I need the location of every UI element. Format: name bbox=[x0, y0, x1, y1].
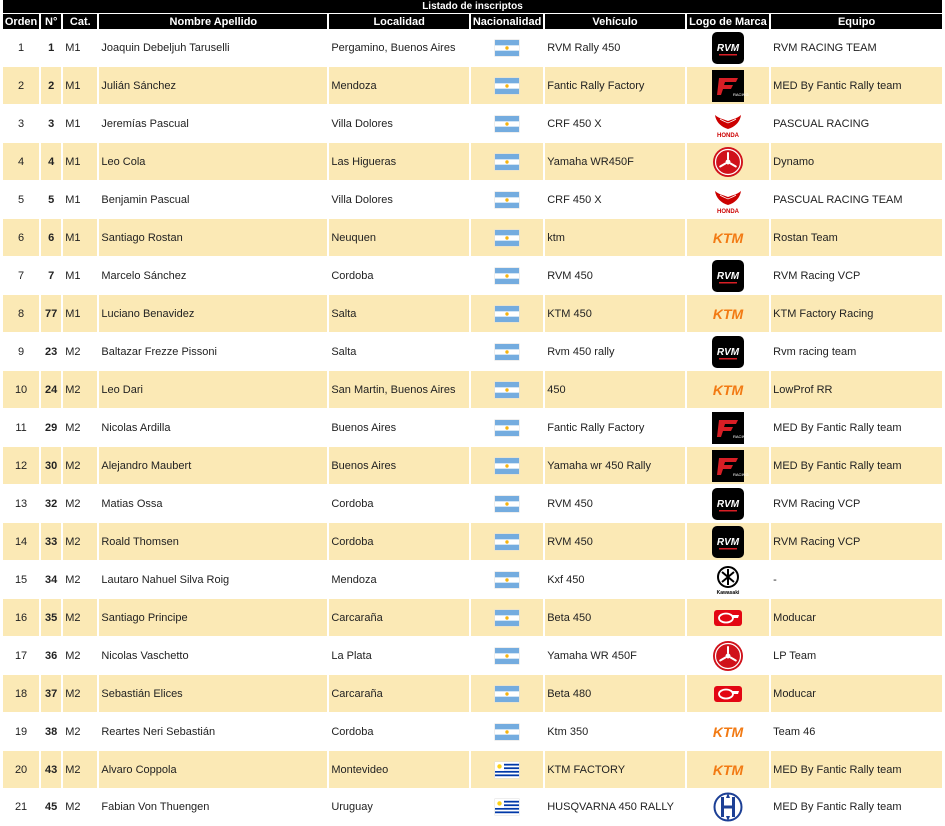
cell-localidad: Mendoza bbox=[329, 561, 469, 599]
table-row bbox=[3, 409, 942, 447]
col-header-equipo: Equipo bbox=[771, 13, 942, 29]
cell-orden: 4 bbox=[3, 143, 39, 181]
cell-logo bbox=[687, 561, 769, 599]
argentina-flag-icon bbox=[495, 117, 519, 129]
cell-equipo: Rvm racing team bbox=[771, 333, 942, 371]
svg-text:RVM: RVM bbox=[716, 270, 740, 282]
cell-orden: 14 bbox=[3, 523, 39, 561]
cell-vehiculo: RVM 450 bbox=[545, 257, 685, 295]
fantic-logo-icon bbox=[711, 79, 749, 97]
cell-orden: 8 bbox=[3, 295, 39, 333]
cell-nacionalidad bbox=[471, 789, 543, 826]
cell-vehiculo: Rvm 450 rally bbox=[545, 333, 685, 371]
table-title: Listado de inscriptos bbox=[3, 0, 942, 13]
col-header-nombre: Nombre Apellido bbox=[99, 13, 327, 29]
cell-equipo: MED By Fantic Rally team bbox=[771, 67, 942, 105]
cell-logo bbox=[687, 523, 769, 561]
cell-vehiculo: KTM 450 bbox=[545, 295, 685, 333]
cell-nombre: Matias Ossa bbox=[99, 485, 327, 523]
cell-vehiculo: RVM 450 bbox=[545, 485, 685, 523]
cell-logo bbox=[687, 333, 769, 371]
argentina-flag-icon bbox=[495, 535, 519, 547]
cell-nacionalidad bbox=[471, 523, 543, 561]
cell-localidad: La Plata bbox=[329, 637, 469, 675]
honda-logo-icon bbox=[711, 117, 745, 139]
table-row bbox=[3, 447, 942, 485]
cell-vehiculo: RVM Rally 450 bbox=[545, 29, 685, 67]
argentina-flag-icon bbox=[495, 383, 519, 395]
svg-text:KTM: KTM bbox=[712, 381, 744, 398]
svg-text:KTM: KTM bbox=[712, 229, 744, 246]
table-row bbox=[3, 675, 942, 713]
cell-categoria: M2 bbox=[63, 523, 97, 561]
table-row bbox=[3, 371, 942, 409]
cell-vehiculo: 450 bbox=[545, 371, 685, 409]
cell-vehiculo: Yamaha wr 450 Rally bbox=[545, 447, 685, 485]
cell-vehiculo: CRF 450 X bbox=[545, 105, 685, 143]
cell-nombre: Luciano Benavidez bbox=[99, 295, 327, 333]
argentina-flag-icon bbox=[495, 345, 519, 357]
cell-vehiculo: RVM 450 bbox=[545, 523, 685, 561]
cell-nombre: Santiago Rostan bbox=[99, 219, 327, 257]
svg-text:Kawasaki: Kawasaki bbox=[716, 589, 740, 596]
cell-localidad: Villa Dolores bbox=[329, 105, 469, 143]
yamaha-logo-icon bbox=[711, 155, 745, 167]
cell-numero: 38 bbox=[41, 713, 61, 751]
husqvarna-logo-icon bbox=[711, 801, 745, 813]
cell-logo bbox=[687, 143, 769, 181]
argentina-flag-icon bbox=[495, 231, 519, 243]
cell-categoria: M2 bbox=[63, 485, 97, 523]
cell-numero: 77 bbox=[41, 295, 61, 333]
ktm-logo-icon bbox=[711, 229, 745, 246]
cell-numero: 4 bbox=[41, 143, 61, 181]
cell-orden: 20 bbox=[3, 751, 39, 789]
beta-logo-icon bbox=[711, 687, 745, 699]
inscriptos-table bbox=[1, 0, 944, 826]
cell-logo bbox=[687, 599, 769, 637]
cell-localidad: Villa Dolores bbox=[329, 181, 469, 219]
argentina-flag-icon bbox=[495, 41, 519, 53]
cell-orden: 12 bbox=[3, 447, 39, 485]
cell-nacionalidad bbox=[471, 447, 543, 485]
cell-equipo: Team 46 bbox=[771, 713, 942, 751]
ktm-logo-icon bbox=[711, 761, 745, 778]
cell-localidad: Montevideo bbox=[329, 751, 469, 789]
cell-nacionalidad bbox=[471, 67, 543, 105]
cell-numero: 45 bbox=[41, 789, 61, 826]
svg-text:KTM: KTM bbox=[712, 305, 744, 322]
cell-nombre: Leo Dari bbox=[99, 371, 327, 409]
cell-equipo: MED By Fantic Rally team bbox=[771, 789, 942, 826]
cell-equipo: KTM Factory Racing bbox=[771, 295, 942, 333]
rvm-logo-icon bbox=[711, 41, 745, 53]
cell-numero: 3 bbox=[41, 105, 61, 143]
cell-nacionalidad bbox=[471, 599, 543, 637]
table-row bbox=[3, 257, 942, 295]
svg-text:RACING: RACING bbox=[732, 433, 749, 439]
svg-text:KTM: KTM bbox=[712, 723, 744, 740]
cell-vehiculo: ktm bbox=[545, 219, 685, 257]
cell-nacionalidad bbox=[471, 371, 543, 409]
svg-text:RVM: RVM bbox=[716, 42, 740, 54]
cell-nacionalidad bbox=[471, 219, 543, 257]
cell-vehiculo: Beta 480 bbox=[545, 675, 685, 713]
cell-orden: 21 bbox=[3, 789, 39, 826]
cell-localidad: Cordoba bbox=[329, 257, 469, 295]
uruguay-flag-icon bbox=[495, 763, 519, 775]
cell-vehiculo: Ktm 350 bbox=[545, 713, 685, 751]
col-header-categoria: Cat. bbox=[63, 13, 97, 29]
cell-logo bbox=[687, 105, 769, 143]
cell-logo bbox=[687, 219, 769, 257]
cell-logo bbox=[687, 485, 769, 523]
cell-nombre: Nicolas Ardilla bbox=[99, 409, 327, 447]
cell-categoria: M1 bbox=[63, 219, 97, 257]
argentina-flag-icon bbox=[495, 687, 519, 699]
col-header-numero: N° bbox=[41, 13, 61, 29]
table-row bbox=[3, 105, 942, 143]
cell-equipo: Moducar bbox=[771, 599, 942, 637]
cell-nombre: Leo Cola bbox=[99, 143, 327, 181]
cell-vehiculo: Fantic Rally Factory bbox=[545, 409, 685, 447]
argentina-flag-icon bbox=[495, 459, 519, 471]
cell-orden: 9 bbox=[3, 333, 39, 371]
cell-categoria: M1 bbox=[63, 295, 97, 333]
svg-text:HONDA: HONDA bbox=[716, 208, 739, 215]
cell-nombre: Baltazar Frezze Pissoni bbox=[99, 333, 327, 371]
cell-nacionalidad bbox=[471, 333, 543, 371]
svg-text:RVM: RVM bbox=[716, 536, 740, 548]
cell-orden: 18 bbox=[3, 675, 39, 713]
table-row bbox=[3, 637, 942, 675]
cell-numero: 7 bbox=[41, 257, 61, 295]
cell-nacionalidad bbox=[471, 485, 543, 523]
table-row bbox=[3, 143, 942, 181]
cell-equipo: PASCUAL RACING bbox=[771, 105, 942, 143]
table-row bbox=[3, 713, 942, 751]
rvm-logo-icon bbox=[711, 345, 745, 357]
table-row bbox=[3, 295, 942, 333]
svg-text:HONDA: HONDA bbox=[716, 132, 739, 139]
cell-logo bbox=[687, 29, 769, 67]
cell-categoria: M1 bbox=[63, 181, 97, 219]
cell-localidad: Carcaraña bbox=[329, 599, 469, 637]
cell-equipo: Moducar bbox=[771, 675, 942, 713]
cell-nombre: Joaquin Debeljuh Taruselli bbox=[99, 29, 327, 67]
table-row bbox=[3, 485, 942, 523]
cell-equipo: MED By Fantic Rally team bbox=[771, 409, 942, 447]
cell-numero: 43 bbox=[41, 751, 61, 789]
cell-vehiculo: KTM FACTORY bbox=[545, 751, 685, 789]
cell-numero: 23 bbox=[41, 333, 61, 371]
cell-vehiculo: Yamaha WR 450F bbox=[545, 637, 685, 675]
cell-logo bbox=[687, 371, 769, 409]
cell-equipo: Dynamo bbox=[771, 143, 942, 181]
cell-categoria: M1 bbox=[63, 143, 97, 181]
cell-logo bbox=[687, 751, 769, 789]
cell-numero: 35 bbox=[41, 599, 61, 637]
cell-vehiculo: Kxf 450 bbox=[545, 561, 685, 599]
cell-categoria: M2 bbox=[63, 561, 97, 599]
cell-localidad: Pergamino, Buenos Aires bbox=[329, 29, 469, 67]
col-header-nacionalidad: Nacionalidad bbox=[471, 13, 543, 29]
cell-nacionalidad bbox=[471, 143, 543, 181]
table-row bbox=[3, 219, 942, 257]
cell-localidad: Neuquen bbox=[329, 219, 469, 257]
cell-localidad: Cordoba bbox=[329, 713, 469, 751]
cell-categoria: M1 bbox=[63, 105, 97, 143]
col-header-localidad: Localidad bbox=[329, 13, 469, 29]
argentina-flag-icon bbox=[495, 269, 519, 281]
col-header-orden: Orden bbox=[3, 13, 39, 29]
cell-equipo: RVM Racing VCP bbox=[771, 257, 942, 295]
cell-localidad: Cordoba bbox=[329, 523, 469, 561]
cell-categoria: M2 bbox=[63, 333, 97, 371]
svg-text:RACING: RACING bbox=[732, 471, 749, 477]
cell-nombre: Marcelo Sánchez bbox=[99, 257, 327, 295]
cell-vehiculo: HUSQVARNA 450 RALLY bbox=[545, 789, 685, 826]
cell-orden: 10 bbox=[3, 371, 39, 409]
cell-categoria: M1 bbox=[63, 67, 97, 105]
cell-categoria: M1 bbox=[63, 257, 97, 295]
cell-logo bbox=[687, 675, 769, 713]
cell-nacionalidad bbox=[471, 105, 543, 143]
cell-nacionalidad bbox=[471, 29, 543, 67]
cell-nombre: Lautaro Nahuel Silva Roig bbox=[99, 561, 327, 599]
cell-localidad: Las Higueras bbox=[329, 143, 469, 181]
rvm-logo-icon bbox=[711, 269, 745, 281]
svg-text:RVM: RVM bbox=[716, 498, 740, 510]
col-header-vehiculo: Vehículo bbox=[545, 13, 685, 29]
cell-orden: 13 bbox=[3, 485, 39, 523]
cell-nombre: Fabian Von Thuengen bbox=[99, 789, 327, 826]
cell-categoria: M2 bbox=[63, 409, 97, 447]
cell-equipo: - bbox=[771, 561, 942, 599]
cell-vehiculo: Fantic Rally Factory bbox=[545, 67, 685, 105]
cell-nombre: Sebastián Elices bbox=[99, 675, 327, 713]
argentina-flag-icon bbox=[495, 421, 519, 433]
ktm-logo-icon bbox=[711, 305, 745, 322]
cell-orden: 15 bbox=[3, 561, 39, 599]
beta-logo-icon bbox=[711, 611, 745, 623]
argentina-flag-icon bbox=[495, 573, 519, 585]
cell-nombre: Reartes Neri Sebastián bbox=[99, 713, 327, 751]
cell-numero: 30 bbox=[41, 447, 61, 485]
table-row bbox=[3, 523, 942, 561]
cell-orden: 7 bbox=[3, 257, 39, 295]
cell-localidad: Mendoza bbox=[329, 67, 469, 105]
cell-equipo: RVM Racing VCP bbox=[771, 485, 942, 523]
cell-nacionalidad bbox=[471, 561, 543, 599]
cell-numero: 5 bbox=[41, 181, 61, 219]
cell-orden: 2 bbox=[3, 67, 39, 105]
cell-numero: 33 bbox=[41, 523, 61, 561]
argentina-flag-icon bbox=[495, 497, 519, 509]
col-header-logo: Logo de Marca bbox=[687, 13, 769, 29]
table-row bbox=[3, 29, 942, 67]
svg-text:KTM: KTM bbox=[712, 761, 744, 778]
svg-text:RVM: RVM bbox=[716, 346, 740, 358]
cell-logo bbox=[687, 409, 769, 447]
cell-numero: 34 bbox=[41, 561, 61, 599]
cell-nombre: Alejandro Maubert bbox=[99, 447, 327, 485]
uruguay-flag-icon bbox=[495, 801, 519, 813]
table-row bbox=[3, 181, 942, 219]
cell-equipo: Rostan Team bbox=[771, 219, 942, 257]
svg-text:RACING: RACING bbox=[732, 91, 749, 97]
cell-nombre: Santiago Principe bbox=[99, 599, 327, 637]
cell-vehiculo: Yamaha WR450F bbox=[545, 143, 685, 181]
cell-equipo: RVM RACING TEAM bbox=[771, 29, 942, 67]
cell-orden: 1 bbox=[3, 29, 39, 67]
table-body bbox=[3, 29, 942, 826]
ktm-logo-icon bbox=[711, 723, 745, 740]
cell-localidad: Salta bbox=[329, 333, 469, 371]
table-row bbox=[3, 67, 942, 105]
cell-equipo: MED By Fantic Rally team bbox=[771, 751, 942, 789]
cell-nombre: Roald Thomsen bbox=[99, 523, 327, 561]
cell-localidad: San Martin, Buenos Aires bbox=[329, 371, 469, 409]
cell-categoria: M2 bbox=[63, 751, 97, 789]
cell-numero: 24 bbox=[41, 371, 61, 409]
cell-categoria: M2 bbox=[63, 371, 97, 409]
cell-logo bbox=[687, 637, 769, 675]
cell-numero: 6 bbox=[41, 219, 61, 257]
rvm-logo-icon bbox=[711, 535, 745, 547]
cell-orden: 19 bbox=[3, 713, 39, 751]
cell-nacionalidad bbox=[471, 637, 543, 675]
cell-numero: 2 bbox=[41, 67, 61, 105]
cell-localidad: Carcaraña bbox=[329, 675, 469, 713]
argentina-flag-icon bbox=[495, 725, 519, 737]
cell-numero: 37 bbox=[41, 675, 61, 713]
cell-orden: 16 bbox=[3, 599, 39, 637]
ktm-logo-icon bbox=[711, 381, 745, 398]
cell-localidad: Buenos Aires bbox=[329, 409, 469, 447]
cell-localidad: Buenos Aires bbox=[329, 447, 469, 485]
argentina-flag-icon bbox=[495, 193, 519, 205]
cell-nacionalidad bbox=[471, 257, 543, 295]
cell-equipo: PASCUAL RACING TEAM bbox=[771, 181, 942, 219]
cell-categoria: M2 bbox=[63, 675, 97, 713]
fantic-logo-icon bbox=[711, 421, 749, 439]
cell-nacionalidad bbox=[471, 295, 543, 333]
cell-nombre: Jeremías Pascual bbox=[99, 105, 327, 143]
cell-logo bbox=[687, 295, 769, 333]
cell-numero: 32 bbox=[41, 485, 61, 523]
argentina-flag-icon bbox=[495, 79, 519, 91]
cell-logo bbox=[687, 447, 769, 485]
cell-numero: 29 bbox=[41, 409, 61, 447]
cell-nacionalidad bbox=[471, 751, 543, 789]
cell-nombre: Alvaro Coppola bbox=[99, 751, 327, 789]
table-row bbox=[3, 751, 942, 789]
table-row bbox=[3, 789, 942, 826]
kawasaki-logo-icon bbox=[711, 573, 745, 596]
cell-categoria: M2 bbox=[63, 447, 97, 485]
cell-equipo: LP Team bbox=[771, 637, 942, 675]
cell-categoria: M2 bbox=[63, 789, 97, 826]
cell-nombre: Nicolas Vaschetto bbox=[99, 637, 327, 675]
cell-logo bbox=[687, 67, 769, 105]
cell-nombre: Benjamin Pascual bbox=[99, 181, 327, 219]
cell-numero: 1 bbox=[41, 29, 61, 67]
cell-nacionalidad bbox=[471, 181, 543, 219]
cell-orden: 3 bbox=[3, 105, 39, 143]
cell-localidad: Salta bbox=[329, 295, 469, 333]
fantic-logo-icon bbox=[711, 459, 749, 477]
table-row bbox=[3, 333, 942, 371]
cell-logo bbox=[687, 789, 769, 826]
cell-categoria: M2 bbox=[63, 637, 97, 675]
cell-categoria: M1 bbox=[63, 29, 97, 67]
cell-orden: 11 bbox=[3, 409, 39, 447]
cell-logo bbox=[687, 713, 769, 751]
table-row bbox=[3, 561, 942, 599]
cell-nacionalidad bbox=[471, 675, 543, 713]
cell-localidad: Cordoba bbox=[329, 485, 469, 523]
honda-logo-icon bbox=[711, 193, 745, 215]
cell-categoria: M2 bbox=[63, 713, 97, 751]
cell-nacionalidad bbox=[471, 409, 543, 447]
cell-logo bbox=[687, 257, 769, 295]
rvm-logo-icon bbox=[711, 497, 745, 509]
argentina-flag-icon bbox=[495, 307, 519, 319]
cell-orden: 6 bbox=[3, 219, 39, 257]
yamaha-logo-icon bbox=[711, 649, 745, 661]
cell-equipo: RVM Racing VCP bbox=[771, 523, 942, 561]
cell-orden: 5 bbox=[3, 181, 39, 219]
cell-nacionalidad bbox=[471, 713, 543, 751]
cell-logo bbox=[687, 181, 769, 219]
cell-localidad: Uruguay bbox=[329, 789, 469, 826]
cell-equipo: LowProf RR bbox=[771, 371, 942, 409]
cell-vehiculo: Beta 450 bbox=[545, 599, 685, 637]
argentina-flag-icon bbox=[495, 649, 519, 661]
cell-nombre: Julián Sánchez bbox=[99, 67, 327, 105]
cell-orden: 17 bbox=[3, 637, 39, 675]
cell-numero: 36 bbox=[41, 637, 61, 675]
cell-categoria: M2 bbox=[63, 599, 97, 637]
cell-vehiculo: CRF 450 X bbox=[545, 181, 685, 219]
table-row bbox=[3, 599, 942, 637]
cell-equipo: MED By Fantic Rally team bbox=[771, 447, 942, 485]
argentina-flag-icon bbox=[495, 155, 519, 167]
argentina-flag-icon bbox=[495, 611, 519, 623]
